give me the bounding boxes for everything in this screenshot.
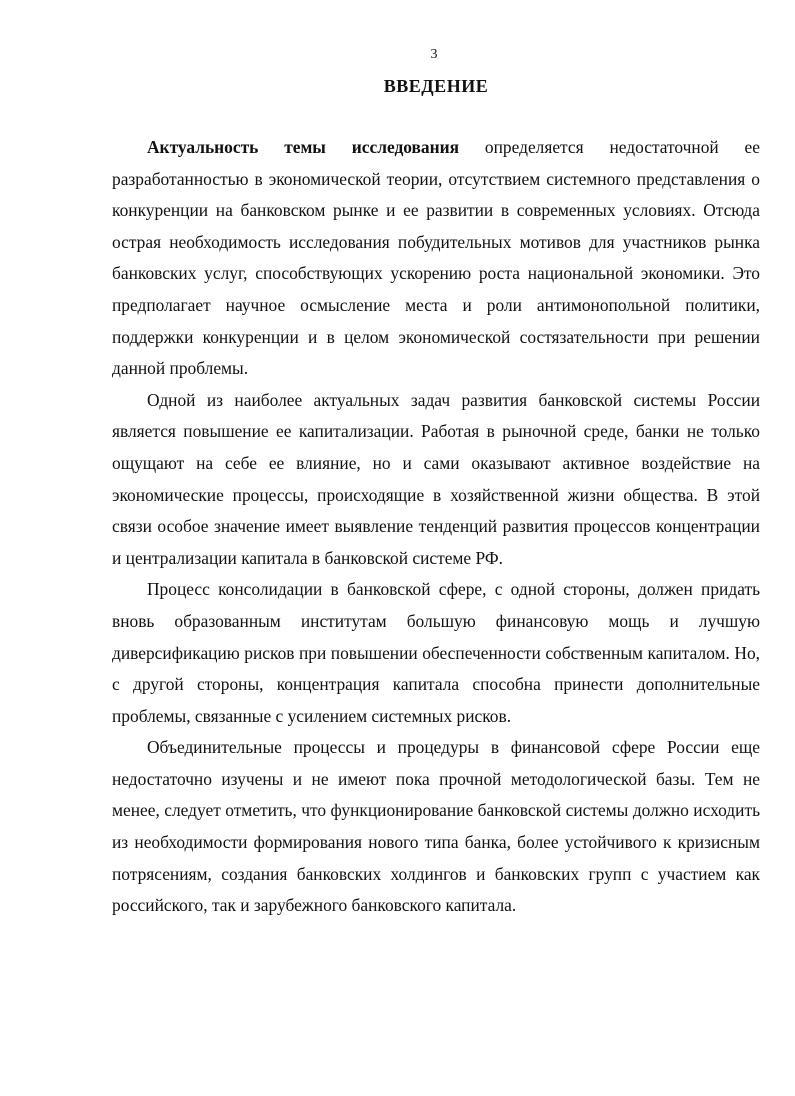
body-text bbox=[112, 132, 760, 922]
paragraph-4: Объединительные процессы и процедуры в финансовой сфере России еще недостаточно изучены и не имеют пока прочной методологической базы. Тем не менее, следует отметить, что функционирование банковской системы должно исходить из необходимости формирования нового типа банка, более устойчивого к кризисным потрясениям, создания банковских холдингов и банковских групп с участием как российского, так и зарубежного банковского капитала. bbox=[112, 737, 760, 916]
page-number: 3 bbox=[430, 47, 438, 62]
paragraph-1-lead: Актуальность темы исследования bbox=[147, 137, 460, 157]
section-heading: ВВЕДЕНИЕ bbox=[383, 76, 489, 96]
paragraph-2: Одной из наиболее актуальных задач развития банковской системы России является повышение ее капитализации. Работая в рыночной среде, банки не только ощущают на себе ее влияние, но и сами оказывают активное воздействие на экономические процессы, происходящие в хозяйственной жизни общества. В этой связи особое значение имеет выявление тенденций развития процессов концентрации и централизации капитала в банковской системе РФ. bbox=[112, 389, 760, 568]
paragraph-1-text: определяется недостаточной ее разработанностью в экономической теории, отсутствием системного представления о конкуренции на банковском рынке и ее развитии в современных условиях. Отсюда острая необходимость исследования побудительных мотивов для участников рынка банковских услуг, способствующих ускорению роста национальной экономики. Это предполагает научное осмысление места и роли антимонопольной политики, поддержки конкуренции и в целом экономической состязательности при решении данной проблемы. bbox=[112, 137, 760, 379]
paragraph-3: Процесс консолидации в банковской сфере, с одной стороны, должен придать вновь образованным институтам большую финансовую мощь и лучшую диверсификацию рисков при повышении обеспеченности собственным капиталом. Но, с другой стороны, концентрация капитала способна принести дополнительные проблемы, связанные с усилением системных рисков. bbox=[112, 579, 760, 726]
paragraph-1 bbox=[112, 132, 760, 385]
